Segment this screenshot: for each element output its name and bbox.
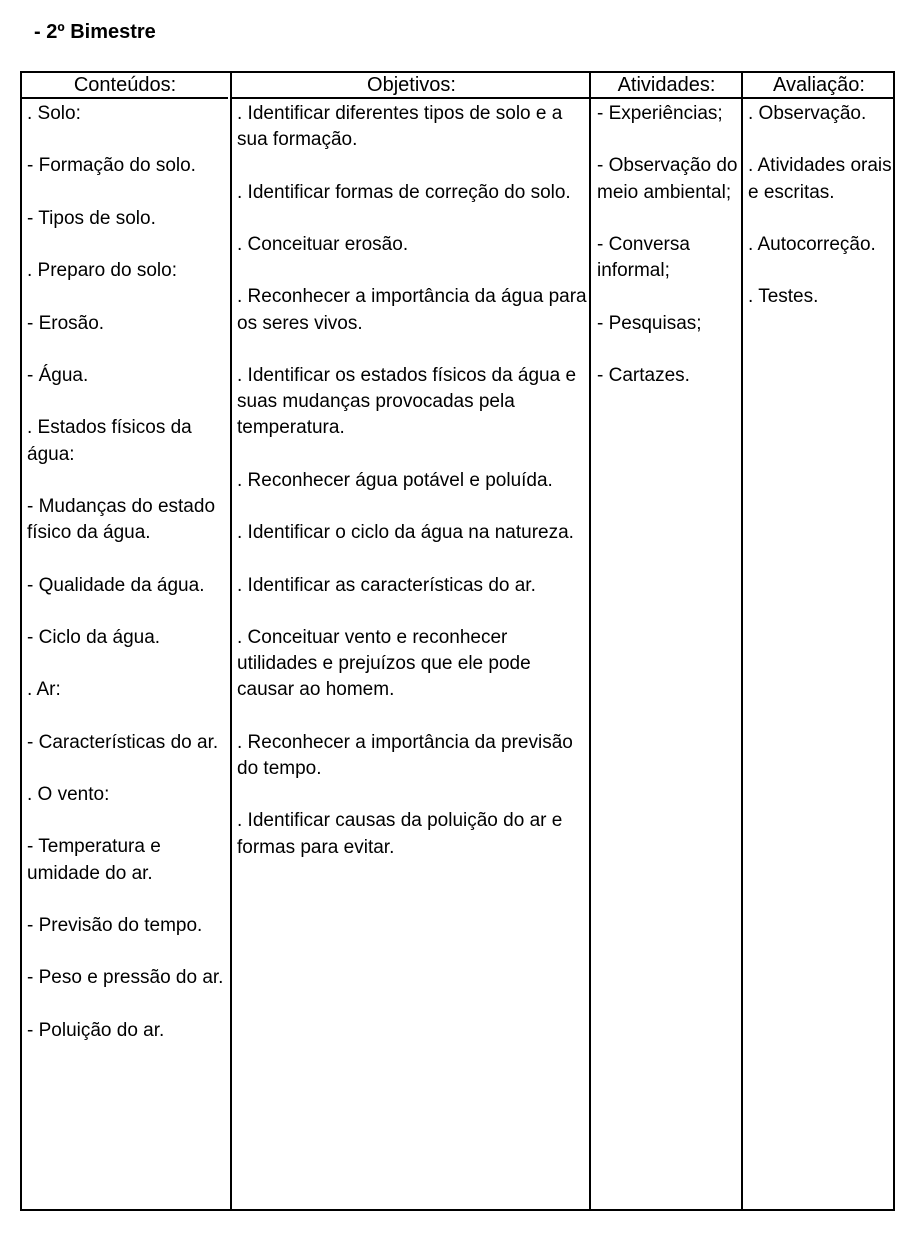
objetivo-item: . Identificar causas da poluição do ar e formas para evitar. (237, 810, 563, 858)
objetivo-item: . Reconhecer a importância da previsão do tempo. (237, 731, 573, 779)
conteudo-item: - Previsão do tempo. (27, 915, 203, 937)
column-conteudos (22, 73, 228, 1209)
conteudo-item: - Mudanças do estado físico da água. (27, 495, 216, 544)
conteudo-item: - Temperatura e umidade do ar. (27, 836, 161, 884)
atividade-item: - Experiências; (597, 103, 723, 124)
conteudo-item: - Ciclo da água. (27, 626, 161, 648)
column-header-conteudos: Conteúdos: (22, 73, 228, 99)
avaliacao-item: . Observação. (748, 103, 867, 124)
objetivo-item: . Identificar diferentes tipos de solo e a sua formação. (237, 103, 563, 151)
avaliacao-item: . Testes. (748, 286, 819, 308)
conteudo-item: - Água. (27, 364, 89, 386)
column-atividades (589, 73, 742, 1209)
column-header-atividades: Atividades: (591, 73, 742, 99)
column-header-avaliacao: Avaliação: (743, 73, 895, 99)
conteudo-item: - Peso e pressão do ar. (27, 967, 224, 989)
column-body-objetivos (232, 99, 591, 861)
column-avaliacao (741, 73, 895, 1209)
lesson-plan-table (20, 71, 895, 1211)
objetivo-item: . Reconhecer água potável e poluída. (237, 469, 553, 491)
conteudo-item: . Ar: (27, 679, 61, 701)
page-title: - 2º Bimestre (34, 21, 156, 43)
conteudo-item: . O vento: (27, 784, 110, 806)
objetivo-item: . Identificar formas de correção do solo. (237, 181, 571, 203)
objetivo-item: . Identificar as características do ar. (237, 574, 536, 596)
conteudo-item: - Características do ar. (27, 731, 219, 753)
atividade-item: - Cartazes. (597, 364, 690, 386)
column-body-atividades (591, 99, 742, 389)
conteudo-item: . Solo: (27, 103, 81, 124)
conteudo-item: - Formação do solo. (27, 155, 196, 177)
column-body-avaliacao (743, 99, 895, 311)
atividade-item: - Observação do meio ambiental; (597, 155, 738, 203)
objetivo-item: . Conceituar erosão. (237, 233, 409, 255)
column-header-objetivos: Objetivos: (232, 73, 591, 99)
column-body-conteudos (22, 99, 228, 1044)
conteudo-item: - Tipos de solo. (27, 207, 156, 229)
conteudo-item: . Preparo do solo: (27, 260, 177, 282)
objetivo-item: . Conceituar vento e reconhecer utilidades e prejuízos que ele pode causar ao homem. (237, 626, 531, 701)
avaliacao-item: . Autocorreção. (748, 233, 876, 255)
conteudo-item: - Poluição do ar. (27, 1019, 165, 1041)
conteudo-item: - Qualidade da água. (27, 574, 205, 596)
objetivo-item: . Reconhecer a importância da água para os seres vivos. (237, 286, 587, 334)
avaliacao-item: . Atividades orais e escritas. (748, 155, 892, 203)
atividade-item: - Pesquisas; (597, 312, 702, 334)
conteudo-item: - Erosão. (27, 312, 105, 334)
atividade-item: - Conversa informal; (597, 233, 690, 282)
objetivo-item: . Identificar o ciclo da água na natureza. (237, 522, 574, 544)
objetivo-item: . Identificar os estados físicos da água e suas mudanças provocadas pela temperatura. (237, 364, 577, 439)
conteudo-item: . Estados físicos da água: (27, 417, 192, 465)
column-objetivos (230, 73, 591, 1209)
